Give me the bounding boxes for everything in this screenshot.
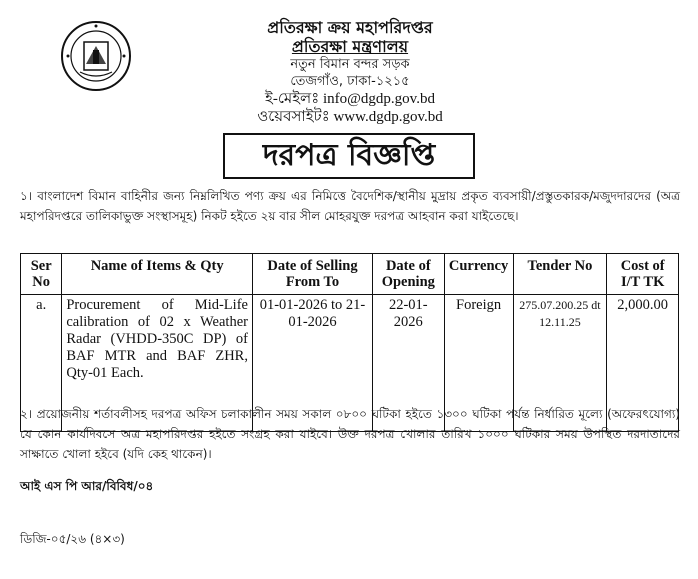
header-name: Name of Items & Qty (62, 254, 253, 295)
cell-tender: 275.07.200.25 dt 12.11.25 (513, 295, 607, 432)
letterhead (150, 18, 550, 126)
website-line: ওয়েবসাইটঃ www.dgdp.gov.bd (257, 109, 443, 125)
reference-number: আই এস পি আর/বিবিধ/০৪ (20, 479, 154, 493)
notice-title: দরপত্র বিজ্ঞপ্তি (223, 133, 475, 179)
header-currency: Currency (444, 254, 513, 295)
header-cost: Cost of I/T TK (607, 254, 679, 295)
cell-name: Procurement of Mid-Life calibration of 02 x Weather Radar (VHDD-350C DP) of BAF MTR and BAF ZHR, Qty-01 Each. (62, 295, 253, 432)
cell-ser: a. (21, 295, 62, 432)
header-opening: Date of Opening (373, 254, 445, 295)
cell-currency: Foreign (444, 295, 513, 432)
email-line: ই-মেইলঃ info@dgdp.gov.bd (265, 91, 435, 107)
cell-selling: 01-01-2026 to 21-01-2026 (252, 295, 372, 432)
dgdp-seal-icon (60, 20, 132, 92)
header-tender: Tender No (513, 254, 607, 295)
cell-cost: 2,000.00 (607, 295, 679, 432)
table-header-row (21, 254, 679, 295)
header-ser: Ser No (21, 254, 62, 295)
org-name: প্রতিরক্ষা ক্রয় মহাপরিদপ্তর (267, 18, 433, 37)
header-selling: Date of Selling From To (252, 254, 372, 295)
address-line-2: তেজগাঁও, ঢাকা-১২১৫ (290, 74, 410, 89)
ministry-name: প্রতিরক্ষা মন্ত্রণালয় (291, 37, 409, 56)
address-line-1: নতুন বিমান বন্দর সড়ক (290, 57, 410, 72)
paragraph-2: ২। প্রয়োজনীয় শর্তাবলীসহ দরপত্র অফিস চলাকালীন সময় সকাল ০৮০০ ঘটিকা হইতে ১৩০০ ঘটিকা পর্যন্ত নির্ধারিত মূল্যে (অফেরৎযোগ্য) যে কোন কার্যদিবসে অত্র মহাপরিদপ্তর হইতে সংগ্রহ করা যাইবে। উক্ত দরপত্র খোলার তারিখ ১০০০ ঘটিকার সময় উপস্থিত দরদাতাদের সাক্ষাতে খোলা হইবে (যদি কেহ থাকেন)। (20, 407, 680, 461)
cell-opening: 22-01-2026 (373, 295, 445, 432)
ad-code: ডিজি-০৫/২৬ (৪×৩) (20, 532, 125, 546)
paragraph-1: ১। বাংলাদেশ বিমান বাহিনীর জন্য নিম্নলিখিত পণ্য ক্রয় এর নিমিত্তে বৈদেশিক/স্থানীয় মুদ্রায় প্রকৃত ব্যবসায়ী/প্রস্তুতকারক/মজুদদারদের (অত্র মহাপরিদপ্তরে তালিকাভুক্ত সংস্থাসমূহ) নিকট হইতে ২য় বার সীল মোহরযুক্ত দরপত্র আহবান করা যাইতেছে। (20, 189, 680, 223)
